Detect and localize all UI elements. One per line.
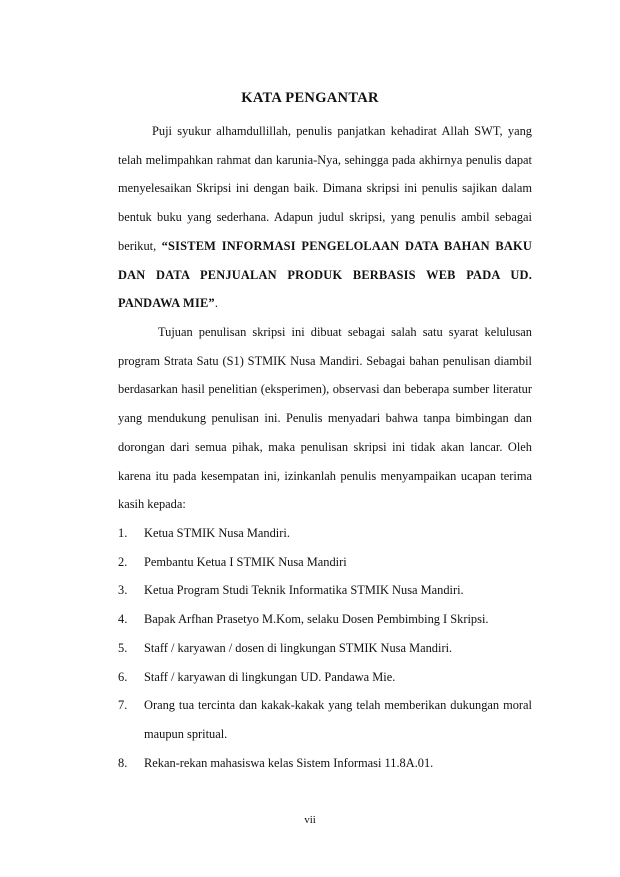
paragraph-purpose (118, 318, 532, 519)
list-text: Staff / karyawan di lingkungan UD. Pandawa Mie. (144, 669, 396, 684)
thesis-title: “SISTEM INFORMASI PENGELOLAAN DATA BAHAN BAKU DAN DATA PENJUALAN PRODUK BERBASIS WEB PADA UD. PANDAWA MIE” (118, 238, 532, 311)
list-number: 3. (118, 583, 128, 598)
list-item (118, 605, 532, 634)
list-item (118, 576, 532, 605)
list-number: 7. (118, 698, 128, 713)
acknowledgement-list (118, 519, 532, 777)
list-text: Staff / karyawan / dosen di lingkungan STMIK Nusa Mandiri. (144, 640, 453, 655)
list-text: Bapak Arfhan Prasetyo M.Kom, selaku Dosen Pembimbing I Skripsi. (144, 612, 489, 627)
list-number: 5. (118, 640, 128, 655)
list-item (118, 519, 532, 548)
list-number: 4. (118, 612, 128, 627)
list-number: 2. (118, 554, 128, 569)
list-number: 1. (118, 526, 128, 540)
page-title: KATA PENGANTAR (241, 90, 379, 106)
list-item (118, 548, 532, 577)
list-number: 8. (118, 755, 128, 770)
paragraph-purpose-text: Tujuan penulisan skripsi ini dibuat sebagai salah satu syarat kelulusan program Strata Satu (S1) STMIK Nusa Mandiri. Sebagai bahan penulisan diambil berdasarkan hasil penelitian (eksperimen), observasi dan beberapa sumber literatur yang mendukung penulisan ini. Penulis menyadari bahwa tanpa bimbingan dan dorongan dari semua pihak, maka penulisan skripsi ini tidak akan lancar. Oleh karena itu pada kesempatan ini, izinkanlah penulis menyampaikan ucapan terima kasih kepada: (118, 325, 532, 512)
page-number: vii (304, 814, 316, 826)
list-text: Ketua Program Studi Teknik Informatika STMIK Nusa Mandiri. (144, 583, 464, 598)
paragraph-intro (118, 117, 532, 318)
list-item (118, 749, 532, 778)
list-item (118, 691, 532, 748)
list-text: Orang tua tercinta dan kakak-kakak yang telah memberikan dukungan moral maupun spritual. (144, 698, 532, 741)
paragraph-intro-text: Puji syukur alhamdullillah, penulis panjatkan kehadirat Allah SWT, yang telah melimpahkan rahmat dan karunia-Nya, sehingga pada akhirnya penulis dapat menyelesaikan Skripsi ini dengan baik. Dimana skripsi ini penulis sajikan dalam bentuk buku yang sederhana. Adapun judul skripsi, yang penulis ambil sebagai berikut, (118, 124, 532, 253)
list-text: Rekan-rekan mahasiswa kelas Sistem Informasi 11.8A.01. (144, 755, 434, 770)
paragraph-intro-end: . (214, 296, 218, 311)
list-item (118, 634, 532, 663)
list-text: Ketua STMIK Nusa Mandiri. (144, 526, 290, 540)
list-text: Pembantu Ketua I STMIK Nusa Mandiri (144, 554, 347, 569)
list-item (118, 663, 532, 692)
list-number: 6. (118, 669, 128, 684)
